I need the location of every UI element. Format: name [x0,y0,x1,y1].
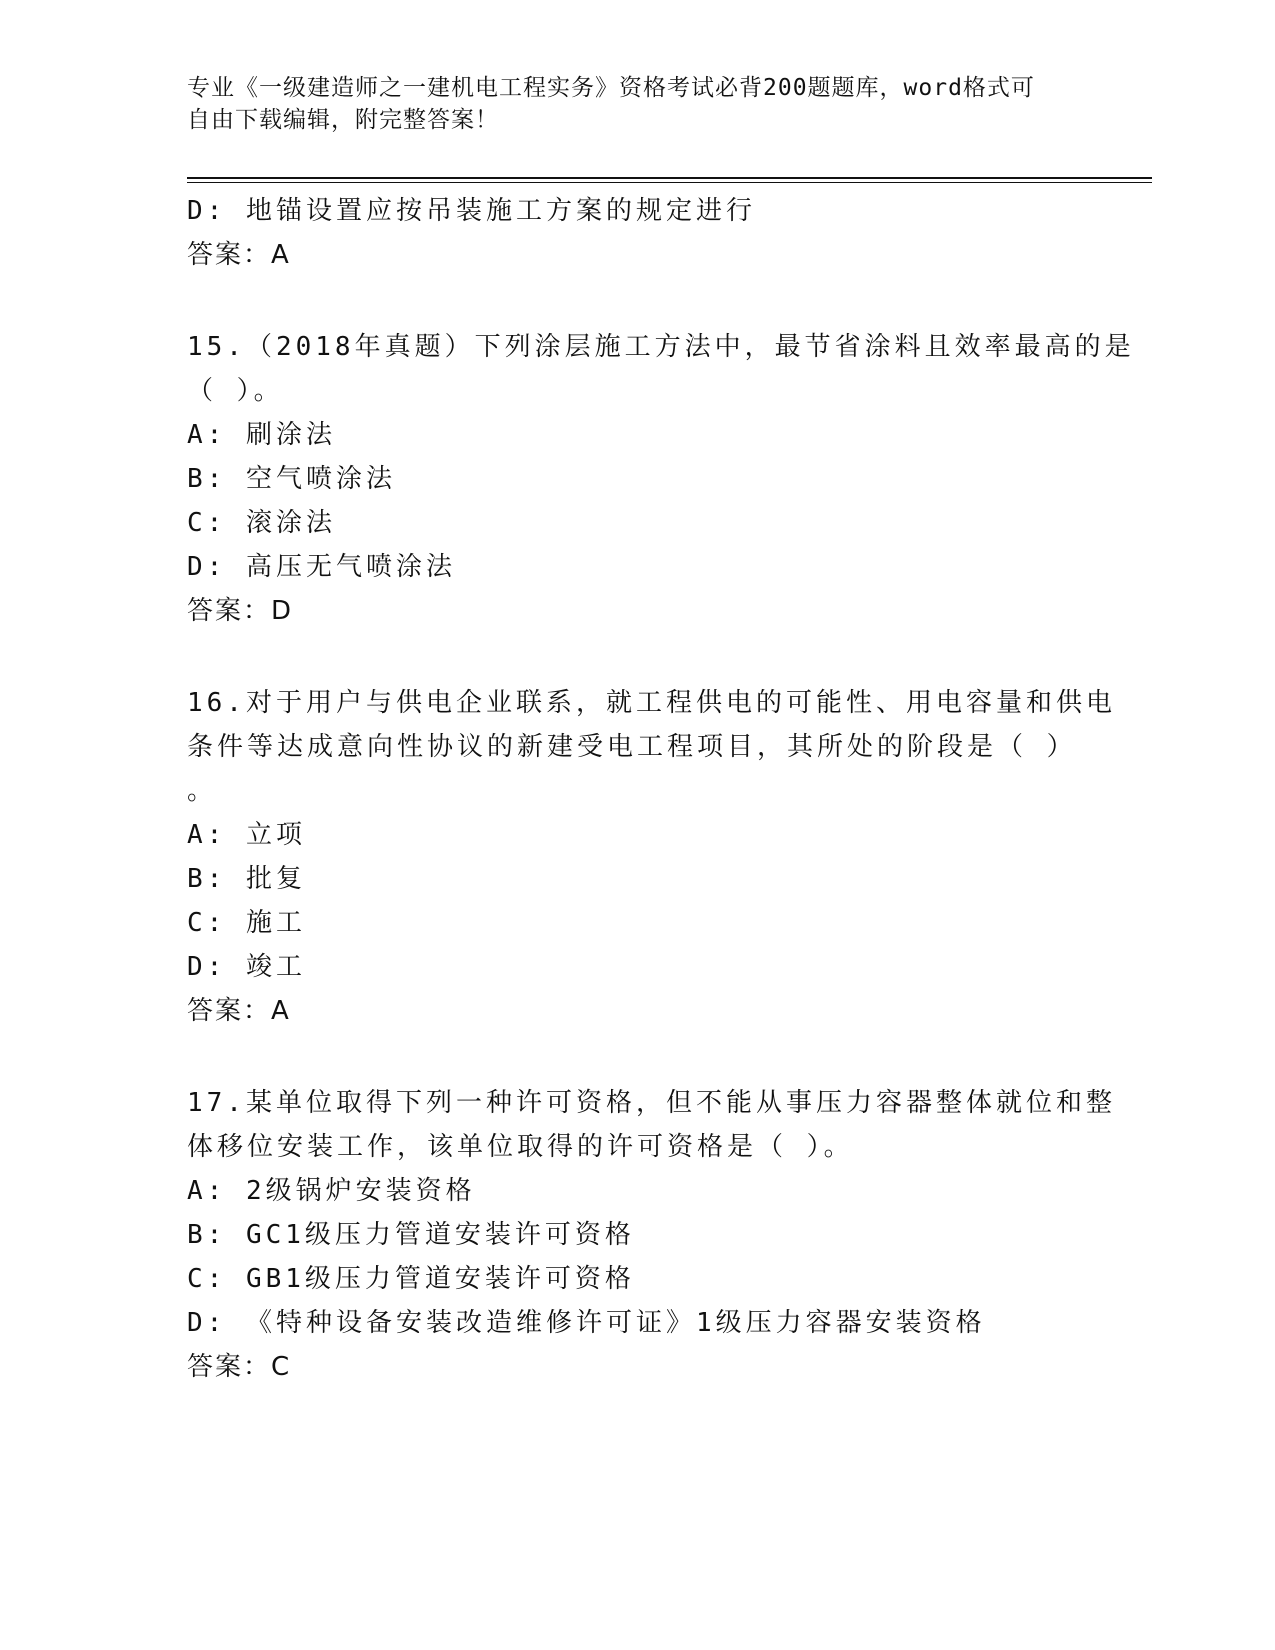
q17-stem-line-1: 17.某单位取得下列一种许可资格，但不能从事压力容器整体就位和整 [187,1088,1116,1118]
q15-answer: 答案：D [187,596,294,626]
q17-option-d: D: 《特种设备安装改造维修许可证》1级压力容器安装资格 [187,1308,986,1338]
q16-option-d: D: 竣工 [187,952,306,982]
document-header [187,72,1067,136]
q15-option-d: D: 高压无气喷涂法 [187,552,456,582]
header-line-2: 自由下载编辑，附完整答案！ [187,107,499,133]
q16-stem-line-2: 条件等达成意向性协议的新建受电工程项目，其所处的阶段是（ ） [187,732,1077,762]
header-divider-thin [187,182,1152,183]
q16-option-a: A: 立项 [187,820,306,850]
q16-stem-line-3: 。 [187,776,218,806]
q17-option-b: B: GC1级压力管道安装许可资格 [187,1220,635,1250]
q17-stem-line-2: 体移位安装工作，该单位取得的许可资格是（ ）。 [187,1132,854,1162]
q14-option-d: D: 地锚设置应按吊装施工方案的规定进行 [187,196,756,226]
q17-option-c: C: GB1级压力管道安装许可资格 [187,1264,635,1294]
header-line-1: 专业《一级建造师之一建机电工程实务》资格考试必背200题题库，word格式可 [187,75,1035,101]
q16-answer: 答案：A [187,996,291,1026]
q15-option-a: A: 刷涂法 [187,420,336,450]
q16-stem-line-1: 16.对于用户与供电企业联系，就工程供电的可能性、用电容量和供电 [187,688,1116,718]
q15-stem-line-1: 15.（2018年真题）下列涂层施工方法中，最节省涂料且效率最高的是 [187,332,1135,362]
q16-option-c: C: 施工 [187,908,306,938]
q14-answer: 答案：A [187,240,291,270]
q17-option-a: A: 2级锅炉安装资格 [187,1176,476,1206]
q15-option-b: B: 空气喷涂法 [187,464,396,494]
q16-option-b: B: 批复 [187,864,306,894]
q15-stem-line-2: （ ）。 [187,376,284,406]
header-divider-thick [187,177,1152,179]
q17-answer: 答案：C [187,1352,292,1382]
q15-option-c: C: 滚涂法 [187,508,336,538]
